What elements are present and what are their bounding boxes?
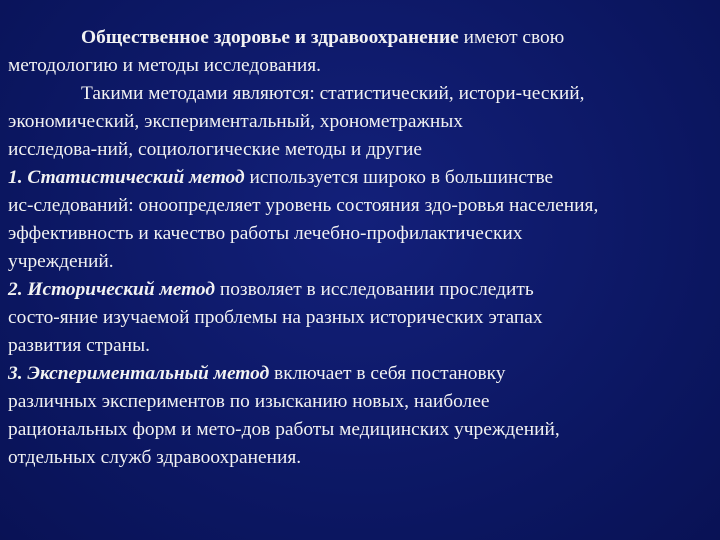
text-run: различных экспериментов по изысканию новых, наиболее (8, 391, 490, 412)
text-run: позволяет в исследовании проследить (214, 279, 534, 300)
text-run: имеют свою (458, 27, 565, 48)
text-line (8, 136, 714, 164)
text-run: отдельных служб здравоохранения. (8, 447, 302, 468)
paragraph-methods-list (8, 80, 714, 164)
text-line (8, 360, 714, 388)
text-line (8, 388, 714, 416)
paragraph-intro (8, 24, 714, 80)
text-line (8, 416, 714, 444)
text-line (8, 80, 714, 108)
method-heading: 1. Статистический метод (8, 167, 245, 188)
text-run: Такими методами являются: статистический, истори-ческий, (81, 83, 585, 104)
text-run: методологию и методы исследования. (8, 55, 321, 76)
text-run: включает в себя постановку (269, 363, 506, 384)
text-line (8, 304, 714, 332)
text-line (8, 248, 714, 276)
bold-text-run: Общественное здоровье и здравоохранение (81, 27, 459, 48)
text-run: используется широко в большинстве (244, 167, 554, 188)
text-run: ис-следований: оноопределяет уровень состояния здо-ровья населения, (8, 195, 599, 216)
method-heading: 2. Исторический метод (8, 279, 215, 300)
text-run: рациональных форм и мето-дов работы медицинских учреждений, (8, 419, 560, 440)
text-run: эффективность и качество работы лечебно-профилактических (8, 223, 523, 244)
text-line (8, 192, 714, 220)
text-line (8, 164, 714, 192)
paragraph-method-1 (8, 164, 714, 276)
text-line (8, 276, 714, 304)
text-run: исследова-ний, социологические методы и другие (8, 139, 423, 160)
paragraph-method-2 (8, 276, 714, 360)
text-line (8, 444, 714, 472)
text-run: экономический, экспериментальный, хронометражных (8, 111, 463, 132)
text-line (8, 332, 714, 360)
text-line (8, 108, 714, 136)
text-line (8, 24, 714, 52)
text-line (8, 220, 714, 248)
paragraph-method-3 (8, 360, 714, 472)
method-heading: 3. Экспериментальный метод (8, 363, 270, 384)
slide-text-body (8, 24, 714, 472)
text-run: развития страны. (8, 335, 150, 356)
text-run: учреждений. (8, 251, 114, 272)
text-line (8, 52, 714, 80)
text-run: состо-яние изучаемой проблемы на разных исторических этапах (8, 307, 543, 328)
